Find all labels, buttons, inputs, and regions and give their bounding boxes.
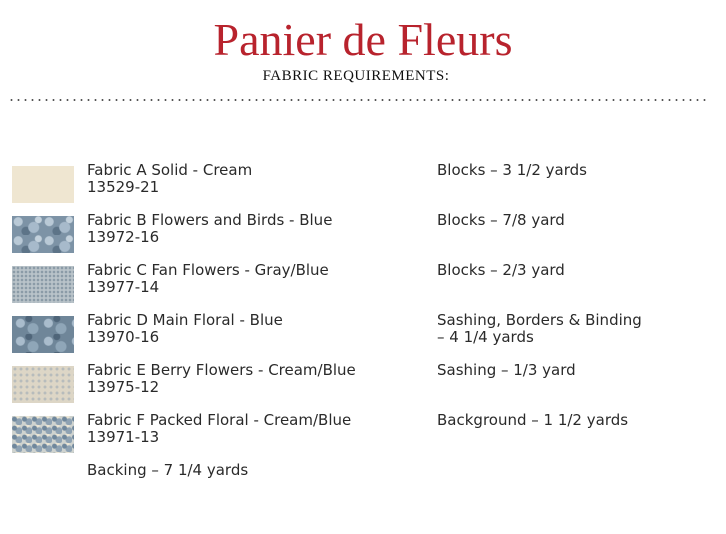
fabric-number: 13971-13	[87, 428, 160, 446]
dotted-divider	[8, 99, 708, 101]
fabric-swatch-c	[12, 266, 74, 303]
fabric-number: 13970-16	[87, 328, 160, 346]
fabric-number: 13529-21	[87, 178, 160, 196]
fabric-swatch-b	[12, 216, 74, 253]
fabric-number: 13972-16	[87, 228, 160, 246]
fabric-name: Fabric A Solid - Cream	[87, 161, 253, 179]
fabric-usage: Background – 1 1/2 yards	[437, 411, 629, 429]
fabric-swatch-d	[12, 316, 74, 353]
fabric-name: Fabric C Fan Flowers - Gray/Blue	[87, 261, 329, 279]
fabric-row-d	[0, 312, 726, 362]
fabric-swatch-f	[12, 416, 74, 453]
backing-requirement: Backing – 7 1/4 yards	[87, 461, 249, 479]
fabric-usage: Sashing – 1/3 yard	[437, 361, 576, 379]
fabric-row-c	[0, 262, 726, 312]
fabric-usage: Blocks – 3 1/2 yards	[437, 161, 587, 179]
fabric-usage: Blocks – 7/8 yard	[437, 211, 565, 229]
fabric-row-a	[0, 162, 726, 212]
fabric-row-e	[0, 362, 726, 412]
fabric-row-b	[0, 212, 726, 262]
fabric-name: Fabric D Main Floral - Blue	[87, 311, 283, 329]
fabric-number: 13975-12	[87, 378, 160, 396]
fabric-usage: Sashing, Borders & Binding – 4 1/4 yards	[437, 311, 642, 346]
fabric-name: Fabric B Flowers and Birds - Blue	[87, 211, 333, 229]
fabric-row-f	[0, 412, 726, 462]
fabric-usage: Blocks – 2/3 yard	[437, 261, 565, 279]
fabric-name: Fabric F Packed Floral - Cream/Blue	[87, 411, 352, 429]
page-title: Panier de Fleurs	[213, 14, 513, 65]
section-subtitle: FABRIC REQUIREMENTS:	[262, 68, 450, 84]
fabric-swatch-a	[12, 166, 74, 203]
fabric-name: Fabric E Berry Flowers - Cream/Blue	[87, 361, 356, 379]
fabric-swatch-e	[12, 366, 74, 403]
fabric-number: 13977-14	[87, 278, 160, 296]
